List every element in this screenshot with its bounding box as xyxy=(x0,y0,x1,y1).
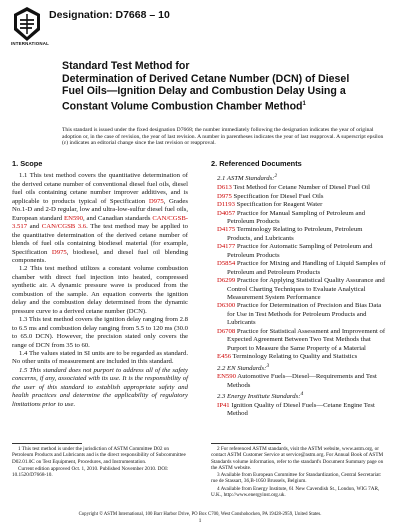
title-line-4: Constant Volume Combustion Chamber Method$^1$ xyxy=(62,100,306,113)
ref-item: D975 Specification for Diesel Fuel Oils xyxy=(217,192,324,200)
ref-link-d613[interactable]: D613 xyxy=(217,184,232,192)
footnotes-right xyxy=(211,446,389,499)
ref-link-d6300[interactable]: D6300 xyxy=(217,302,236,310)
ref-link-d975[interactable]: D975 xyxy=(217,192,232,200)
link-en590[interactable]: EN590 xyxy=(64,214,83,222)
ref-item: E456 Terminology Relating to Quality and Statistics xyxy=(217,353,358,361)
page-number: 1 xyxy=(198,518,202,524)
ref-link-d1193[interactable]: D1193 xyxy=(217,201,235,209)
energy-subheading: 2.3 Energy Institute Standards:$^4$ xyxy=(217,391,304,401)
references-heading: 2. Referenced Documents xyxy=(211,159,302,168)
ref-link-d4057[interactable]: D4057 xyxy=(217,209,236,217)
footnote-rule-left xyxy=(12,443,82,444)
logo-text: INTERNATIONAL xyxy=(10,41,50,46)
ref-item: D613 Test Method for Cetane Number of Diesel Fuel Oil xyxy=(217,184,371,192)
title-line-3: Fuel Oils—Ignition Delay and Combustion Delay Using a xyxy=(62,85,346,98)
footnote-3: 3 Available from European Committee for Standardization, Central Secretariat: rue de Stassart, 36,B-1050 Brussels, Belgium. xyxy=(211,472,382,485)
astm-logo-icon xyxy=(12,6,42,42)
references-section xyxy=(211,158,387,419)
link-d975[interactable]: D975 xyxy=(148,197,164,205)
astm-references xyxy=(211,172,387,418)
ref-link-d6708[interactable]: D6708 xyxy=(217,327,236,335)
link-can-cgsb-3-517[interactable]: CAN/CGSB-3.517 xyxy=(12,214,189,231)
designation: Designation: D7668 – 10 xyxy=(49,9,170,21)
title-footnote-mark: 1 xyxy=(302,100,306,107)
issuance-note: This standard is issued under the fixed designation D7668; the number immediately following the designation indicates the year of original adoption or, in the case of revision, the year of last revision. A number in parentheses indicates the year of last reapproval. A superscript epsilon (ε) indicates an editorial change since the last revision or reapproval. xyxy=(62,127,384,147)
ref-item: D6299 Practice for Applying Statistical Quality Assurance and Control Charting Techniques to Evaluate Analytical Measurement System Performance xyxy=(217,277,385,302)
scope-para-5: 1.5 This standard does not purport to address all of the safety concerns, if any, associated with its use. It is the responsibility of the user of this standard to establish appropriate safety and health practices and determine the applicability of regulatory limitations prior to use. xyxy=(12,366,188,408)
title-line-1: Standard Test Method for xyxy=(62,60,190,72)
footnotes-left xyxy=(12,446,190,479)
ref-link-en590[interactable]: EN590 xyxy=(217,373,236,381)
scope-para-1: 1.1 This test method covers the quantitative determination of the derived cetane number of conventional diesel fuel oils, diesel fuel oils containing cetane number improver additives, and is applicable to products typical of Specification D975, Grades No.1-D and 2-D regular, low and ultra-low-sulfur diesel fuel oils, European standard EN590, and Canadian standards CAN/CGSB-3.517 and CAN/CGSB 3.6. The test method may be applied to the quantitative determination of the derived cetane number of blends of fuel oils containing biodiesel material (for example, Specification D975, biodiesel, and diesel fuel oil blending components. xyxy=(12,172,189,264)
title-line-2: Determination of Derived Cetane Number (DCN) of Diesel xyxy=(62,72,350,85)
scope-section xyxy=(12,158,188,409)
ref-item: D4057 Practice for Manual Sampling of Petroleum and Petroleum Products xyxy=(217,209,366,225)
link-d975-2[interactable]: D975 xyxy=(51,248,67,256)
link-can-cgsb-3-6[interactable]: CAN/CGSB 3.6 xyxy=(41,223,87,231)
ref-link-e456[interactable]: E456 xyxy=(217,353,232,361)
scope-para-4: 1.4 The values stated in SI units are to be regarded as standard. No other units of measurement are included in this standard. xyxy=(12,349,188,366)
ref-item: D6708 Practice for Statistical Assessment and Improvement of Expected Agreement Between Two Test Methods that Purport to Measure the Same Property of a Material xyxy=(217,327,386,352)
scope-para-3: 1.3 This test method covers the ignition delay ranging from 2.8 to 6.5 ms and combustion delay ranging from 5.5 to 120 ms (30.0 to 65.0 DCN). However, the precision stated only covers the range of DCN from 35 to 60. xyxy=(12,316,188,349)
ref-item: D4177 Practice for Automatic Sampling of Petroleum and Petroleum Products xyxy=(217,243,373,259)
ref-item: D6300 Practice for Determination of Precision and Bias Data for Use in Test Methods for Petroleum Products and Lubricants xyxy=(217,302,382,327)
ref-item: D4175 Terminology Relating to Petroleum, Petroleum Products, and Lubricants xyxy=(217,226,363,242)
footnote-rule-right xyxy=(211,443,281,444)
copyright-line: Copyright © ASTM International, 100 Barr Harbor Drive, PO Box C700, West Conshohocken, PA 19428-2959, United States. xyxy=(78,512,322,517)
ref-item: D1193 Specification for Reagent Water xyxy=(217,201,323,209)
ref-item: IP41 Ignition Quality of Diesel Fuels—Cetane Engine Test Method xyxy=(217,401,375,418)
footnote-1-edition: Current edition approved Oct. 1, 2010. Published November 2010. DOI: 10.1520/D7668-10. xyxy=(12,465,169,479)
footnote-2: 2 For referenced ASTM standards, visit the ASTM website, www.astm.org, or contact ASTM Customer Service at service@astm.org. For Annual Book of ASTM Standards volume information, refer to the standard's Document Summary page on the ASTM website. xyxy=(211,446,384,471)
ref-item: D5854 Practice for Mixing and Handling of Liquid Samples of Petroleum and Petroleum Products xyxy=(217,260,386,276)
scope-heading: 1. Scope xyxy=(12,159,43,168)
scope-para-2: 1.2 This test method utilizes a constant volume combustion chamber with direct fuel injection into heated, compressed synthetic air. A dynamic pressure wave is produced from the combustion of the sample. An equation converts the ignition delay and the combustion delay determined from the dynamic pressure curve to a derived cetane number (DCN). xyxy=(12,265,188,315)
ref-link-ip41[interactable]: IP41 xyxy=(217,401,230,409)
ref-link-d4177[interactable]: D4177 xyxy=(217,243,236,251)
astm-subheading: 2.1 ASTM Standards:$^2$ xyxy=(217,173,278,183)
footnote-4: 4 Available from Energy Institute, 61 New Cavendish St., London, WIG 7AR, U.K., http://www.energyinst.org.uk. xyxy=(211,485,380,499)
ref-link-d4175[interactable]: D4175 xyxy=(217,226,236,234)
en-subheading: 2.2 EN Standards:$^3$ xyxy=(217,362,270,372)
document-title xyxy=(62,60,382,113)
ref-link-d5854[interactable]: D5854 xyxy=(217,260,236,268)
footnote-1: 1 This test method is under the jurisdiction of ASTM Committee D02 on Petroleum Products and Lubricants and is the direct responsibility of Subcommittee D02.01.0C on Test Equipment, Procedures, and Instrumentation. xyxy=(12,446,186,465)
ref-item: EN590 Automotive Fuels—Diesel—Requirements and Test Methods xyxy=(217,373,377,389)
ref-link-d6299[interactable]: D6299 xyxy=(217,277,236,285)
